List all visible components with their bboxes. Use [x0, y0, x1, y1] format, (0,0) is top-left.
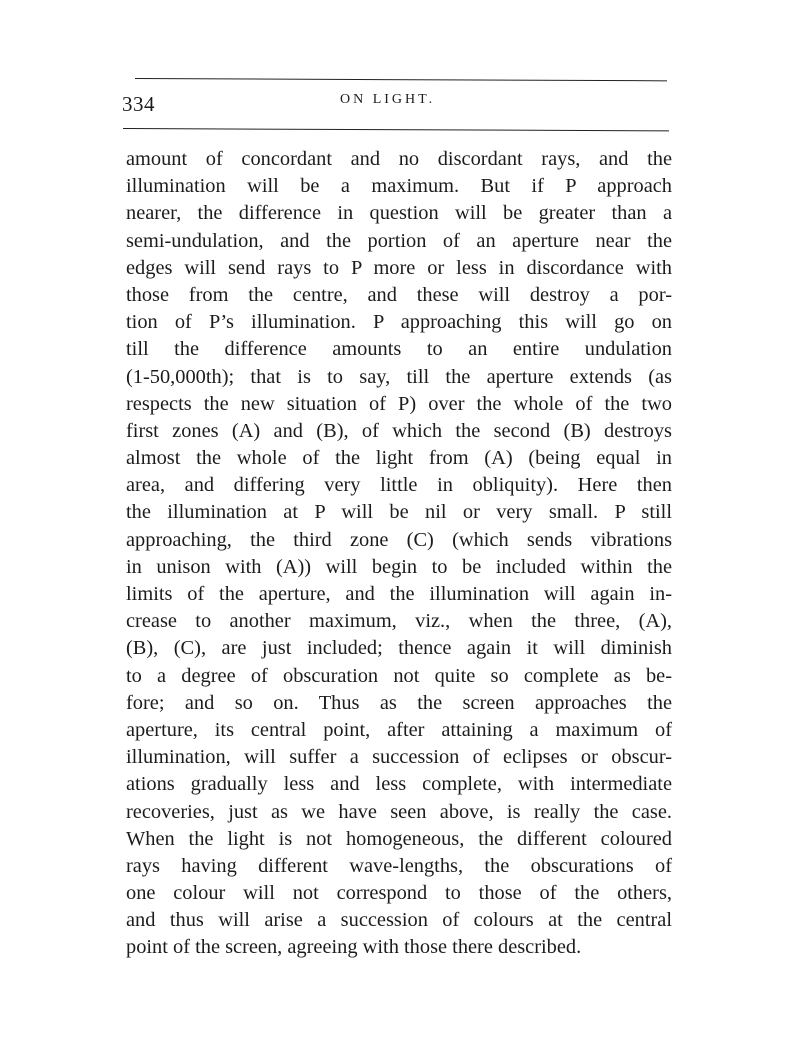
text-line: rays having different wave-lengths, the obscurations of: [126, 854, 672, 877]
text-line: to a degree of obscuration not quite so complete as be-: [126, 664, 672, 687]
text-line: aperture, its central point, after attaining a maximum of: [126, 718, 672, 741]
text-line: the illumination at P will be nil or very small. P still: [126, 501, 672, 524]
text-line: tion of P’s illumination. P approaching this will go on: [126, 311, 672, 334]
text-line: nearer, the difference in question will be greater than a: [126, 202, 672, 225]
text-line: illumination, will suffer a succession of eclipses or obscur-: [126, 746, 672, 769]
text-line: When the light is not homogeneous, the different coloured: [126, 827, 672, 850]
header-rule-bottom: [123, 128, 669, 131]
text-line: (1-50,000th); that is to say, till the aperture extends (as: [126, 365, 672, 388]
text-line: one colour will not correspond to those of the others,: [126, 882, 672, 905]
text-line: amount of concordant and no discordant rays, and the: [126, 148, 672, 170]
running-head: ON LIGHT.: [340, 92, 436, 107]
text-line: in unison with (A)) will begin to be included within the: [126, 555, 672, 578]
page-number: 334: [122, 92, 155, 116]
header-rule-top: [135, 78, 667, 81]
text-line: those from the centre, and these will destroy a por-: [126, 283, 672, 306]
text-line: edges will send rays to P more or less in discordance with: [126, 256, 672, 279]
text-line: till the difference amounts to an entire undulation: [126, 338, 672, 361]
text-line: almost the whole of the light from (A) (being equal in: [126, 447, 672, 470]
text-line: respects the new situation of P) over the whole of the two: [126, 392, 672, 415]
text-line: fore; and so on. Thus as the screen approaches the: [126, 691, 672, 714]
text-line: recoveries, just as we have seen above, is really the case.: [126, 800, 672, 823]
text-line: area, and differing very little in obliquity). Here then: [126, 474, 672, 497]
text-line: and thus will arise a succession of colours at the central: [126, 909, 672, 932]
text-line: semi-undulation, and the portion of an aperture near the: [126, 229, 672, 252]
text-line: approaching, the third zone (C) (which sends vibrations: [126, 528, 672, 551]
text-line: point of the screen, agreeing with those there described.: [126, 936, 582, 959]
text-line: ations gradually less and less complete, with intermediate: [126, 773, 672, 796]
text-line: illumination will be a maximum. But if P approach: [126, 175, 672, 198]
body-text: [126, 146, 672, 962]
text-line: limits of the aperture, and the illumination will again in-: [126, 583, 672, 605]
text-line: (B), (C), are just included; thence again it will diminish: [126, 637, 672, 660]
text-line: first zones (A) and (B), of which the second (B) destroys: [126, 419, 672, 442]
text-line: crease to another maximum, viz., when the three, (A),: [126, 610, 672, 633]
